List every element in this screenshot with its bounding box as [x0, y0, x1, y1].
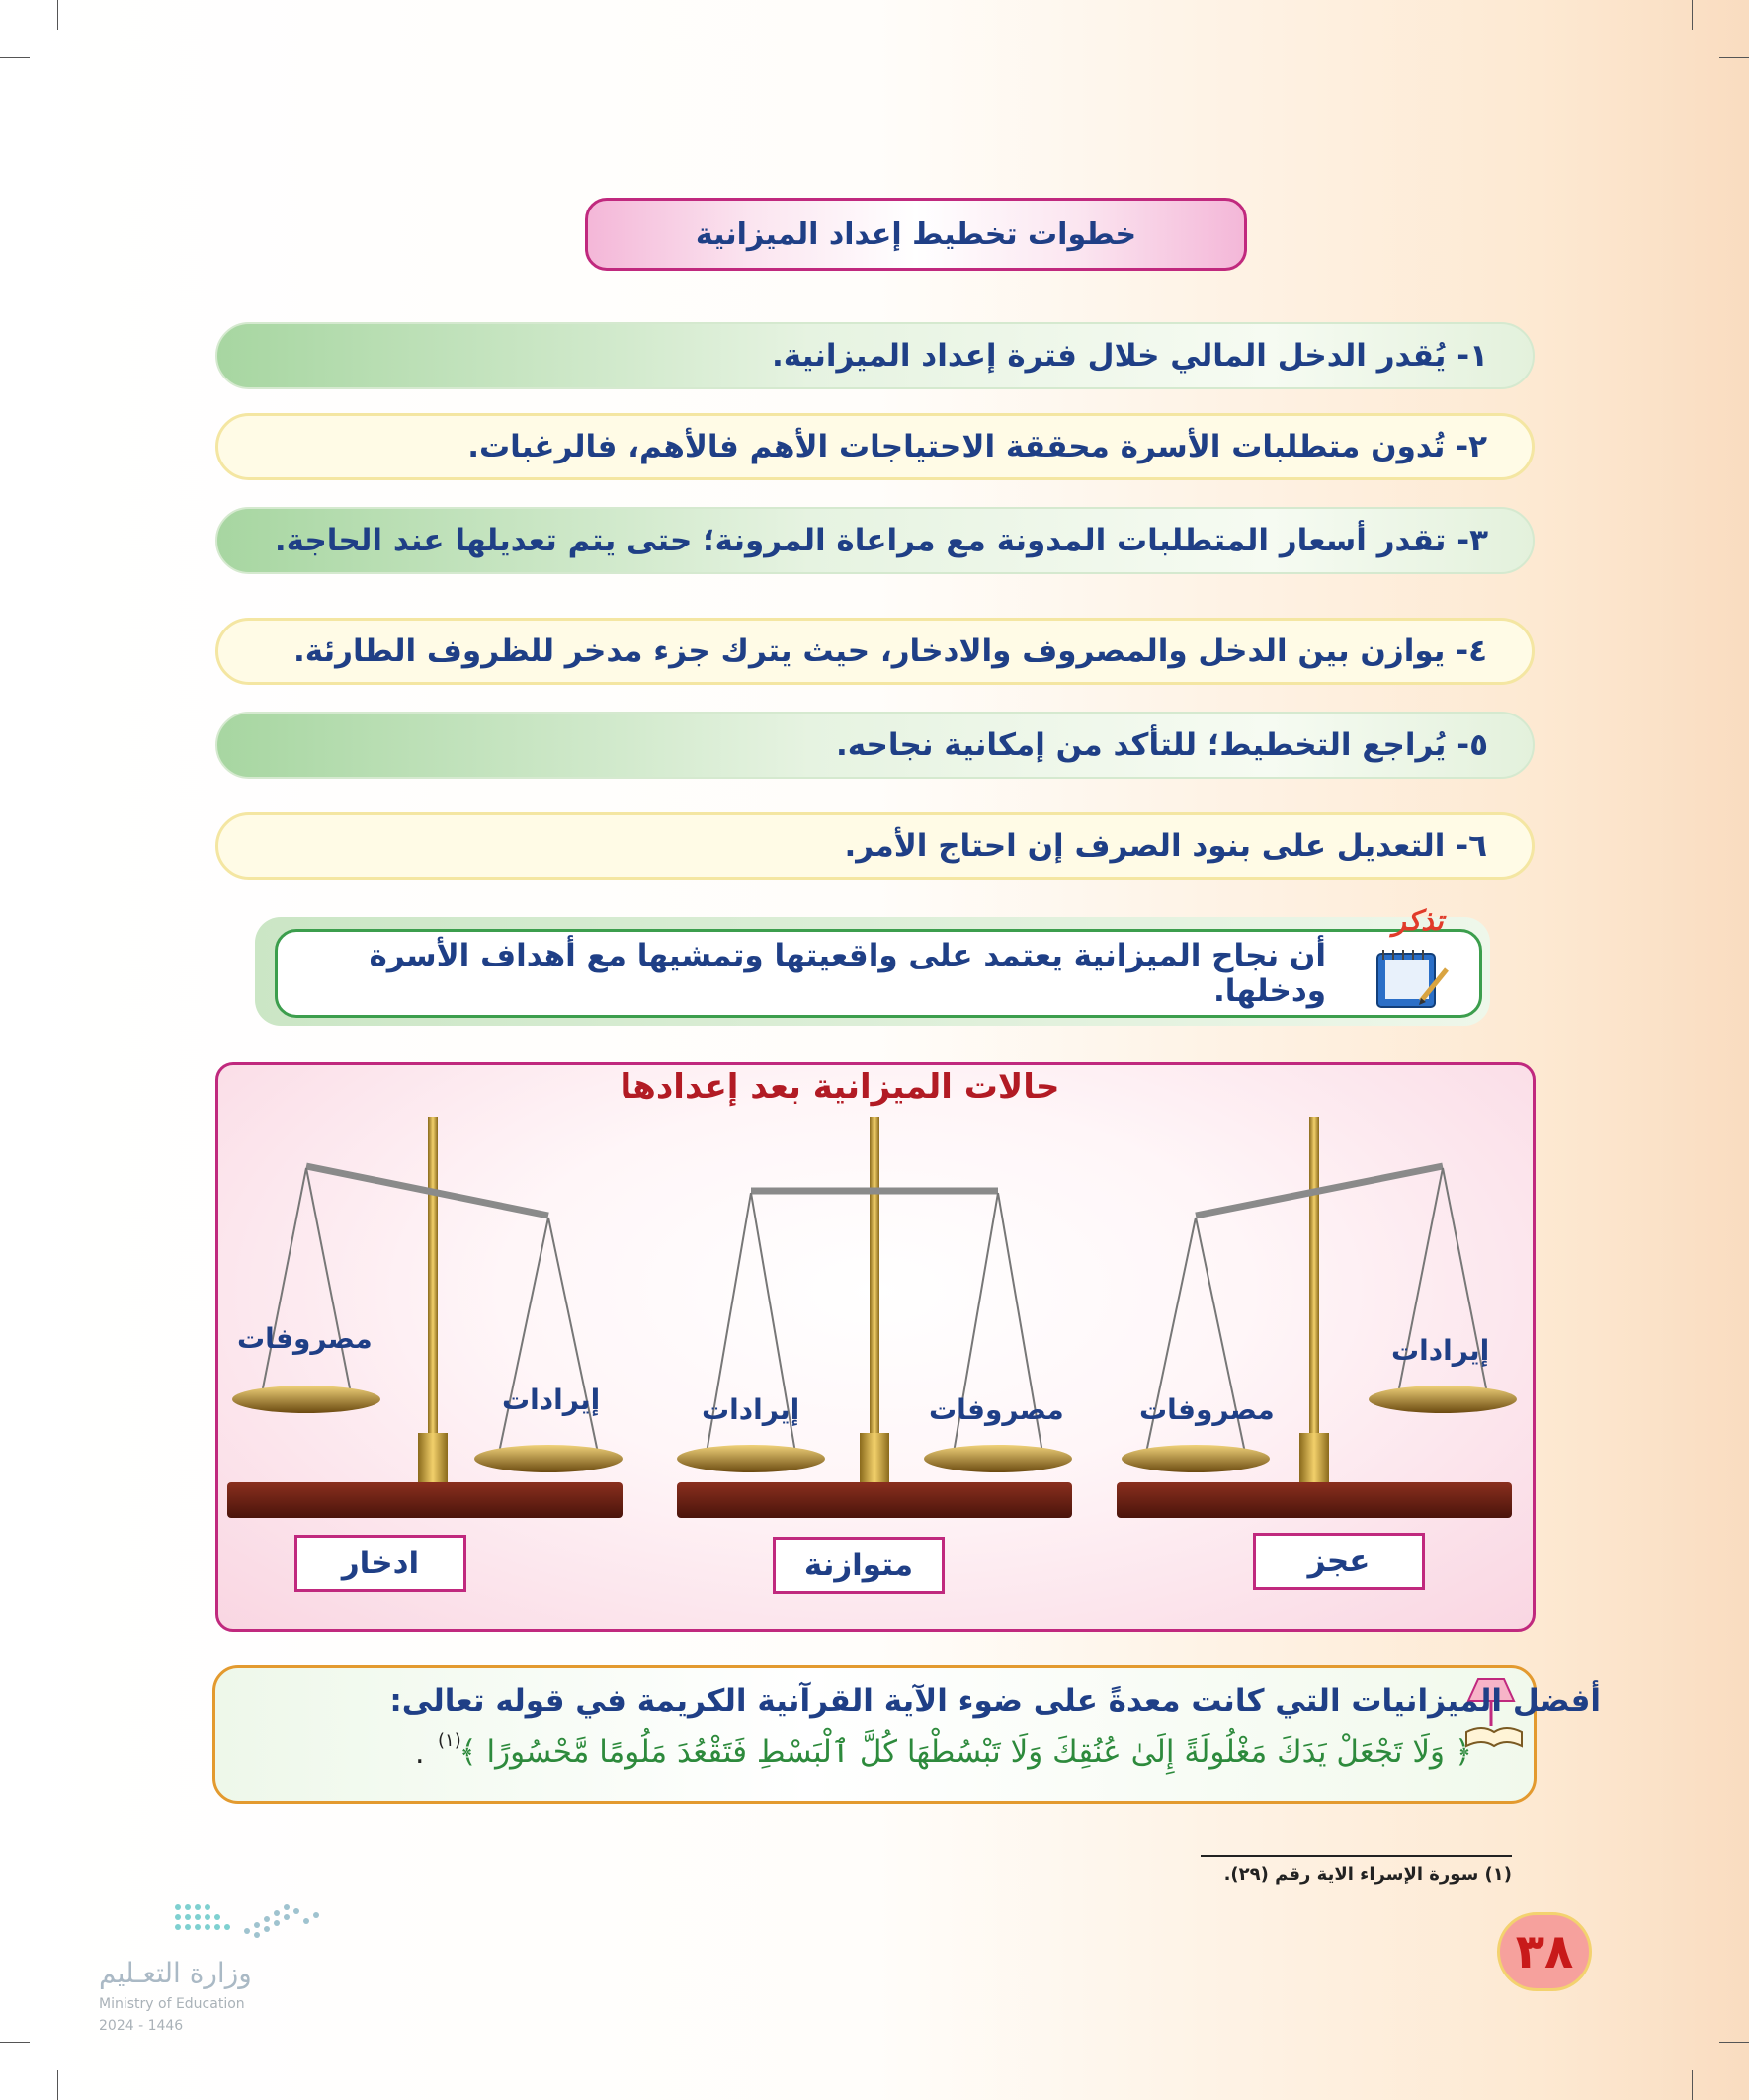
- crop-mark: [1692, 2070, 1693, 2100]
- ministry-name-ar: وزارة التعـليم: [99, 1957, 252, 1989]
- ministry-name-en: Ministry of Education: [99, 1996, 245, 2012]
- remember-box: [275, 929, 1482, 1018]
- scale-deficit: [1117, 1117, 1517, 1518]
- pan-label-savings-left: مصروفات: [237, 1322, 373, 1355]
- footnote: (١) سورة الإسراء الاية رقم (٢٩).: [1223, 1864, 1512, 1885]
- step-3: ٣- تقدر أسعار المتطلبات المدونة مع مراعاة المرونة؛ حتى يتم تعديلها عند الحاجة.: [215, 507, 1535, 574]
- pan-label-savings-right: إيرادات: [502, 1384, 601, 1416]
- crop-mark: [1719, 57, 1749, 58]
- footnote-separator: [1201, 1855, 1512, 1857]
- crop-mark: [57, 2070, 58, 2100]
- step-1: ١- يُقدر الدخل المالي خلال فترة إعداد الميزانية.: [215, 322, 1535, 389]
- footnote-ref: (١): [438, 1730, 461, 1751]
- crop-mark: [0, 57, 30, 58]
- state-label-deficit: عجز: [1253, 1533, 1425, 1590]
- pan-label-balanced-left: إيرادات: [702, 1393, 800, 1426]
- remember-text: أن نجاح الميزانية يعتمد على واقعيتها وتمشيها مع أهداف الأسرة ودخلها.: [369, 938, 1326, 1009]
- state-label-savings: ادخار: [294, 1535, 466, 1592]
- scale-savings: [227, 1117, 623, 1518]
- ministry-logo-icon: [168, 1897, 326, 1947]
- ministry-year: 2024 - 1446: [99, 2018, 184, 2034]
- crop-mark: [1719, 2042, 1749, 2043]
- scale-balanced: [677, 1117, 1072, 1518]
- crop-mark: [57, 0, 58, 30]
- step-6: ٦- التعديل على بنود الصرف إن احتاج الأمر.: [215, 812, 1535, 880]
- pan-label-balanced-right: مصروفات: [929, 1393, 1064, 1426]
- state-label-balanced: متوازنة: [773, 1537, 945, 1594]
- verse-end-mark: .: [415, 1736, 425, 1771]
- step-5: ٥- يُراجع التخطيط؛ للتأكد من إمكانية نجاحه.: [215, 712, 1535, 779]
- notebook-icon: [1372, 944, 1453, 1011]
- scales-illustration: [222, 1107, 1527, 1522]
- pan-label-deficit-right: إيرادات: [1391, 1334, 1490, 1367]
- page-number: ٣٨: [1497, 1912, 1592, 1991]
- budget-states-title: حالات الميزانية بعد إعدادها: [620, 1067, 1060, 1107]
- step-2: ٢- تُدون متطلبات الأسرة محققة الاحتياجات الأهم فالأهم، فالرغبات.: [215, 413, 1535, 480]
- step-4: ٤- يوازن بين الدخل والمصروف والادخار، حيث يترك جزء مدخر للظروف الطارئة.: [215, 618, 1535, 685]
- pan-label-deficit-left: مصروفات: [1139, 1393, 1275, 1426]
- verse-intro: أفضل الميزانيات التي كانت معدةً على ضوء الآية القرآنية الكريمة في قوله تعالى:: [389, 1683, 1601, 1719]
- crop-mark: [0, 2042, 30, 2043]
- remember-label: تذكر: [1392, 904, 1444, 937]
- page-title: خطوات تخطيط إعداد الميزانية: [585, 198, 1247, 271]
- quran-verse: ﴿ وَلَا تَجْعَلْ يَدَكَ مَغْلُولَةً إِلَىٰ عُنُقِكَ وَلَا تَبْسُطْهَا كُلَّ ٱلْبَسْطِ فَتَقْعُدَ مَلُومًا مَّحْسُورًا ﴾: [458, 1734, 1472, 1770]
- crop-mark: [1692, 0, 1693, 30]
